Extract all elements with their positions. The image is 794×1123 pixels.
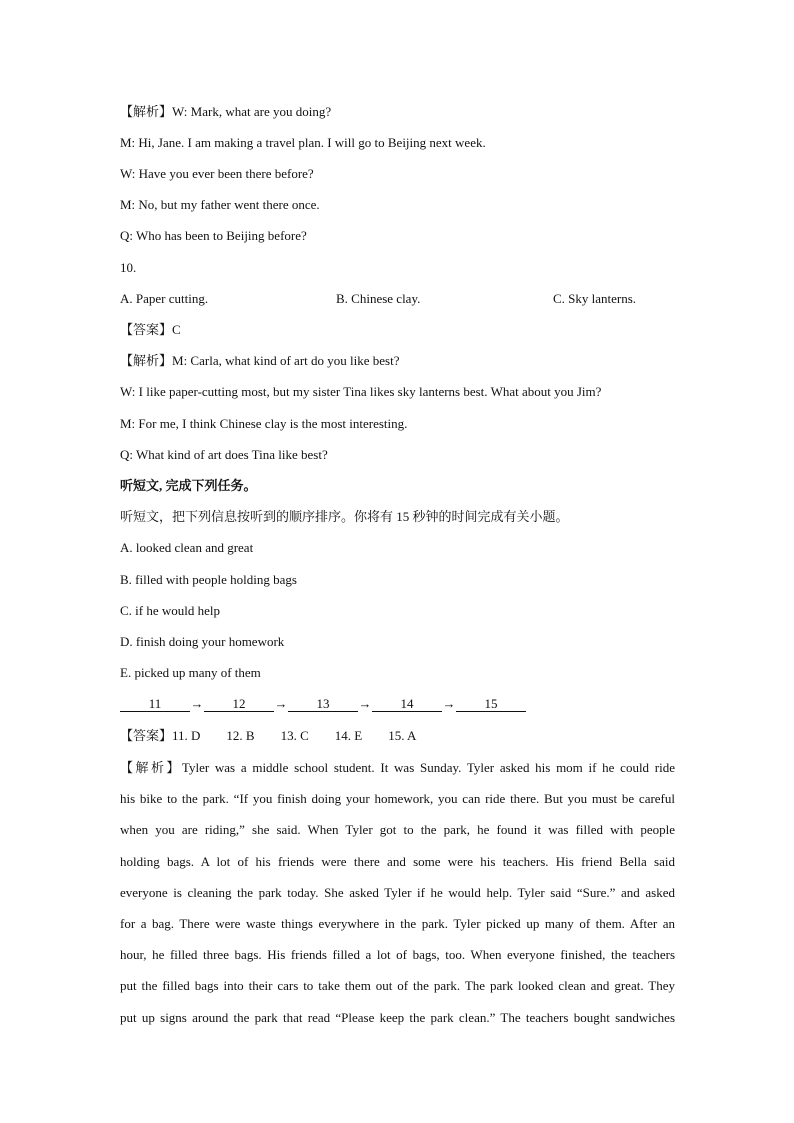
passage-line-1: 【解析】Tyler was a middle school student. It was Sunday. Tyler asked his mom if he could ride — [120, 760, 675, 775]
arrow-icon: → — [274, 696, 288, 711]
blank-11: 11 — [120, 697, 190, 712]
passage-line-3: when you are riding,” she said. When Tyler got to the park, he found it was filled with people — [120, 822, 675, 838]
passage-analysis — [120, 752, 675, 1033]
answer-label: 【答案】 — [120, 728, 173, 743]
blank-15: 15 — [456, 697, 526, 712]
section-instruction: 听短文，把下列信息按听到的顺序排序。你将有 15 秒钟的时间完成有关小题。 — [120, 509, 569, 524]
q10-analysis-line-3: M: For me, I think Chinese clay is the most interesting. — [120, 416, 408, 431]
q10-number: 10. — [120, 260, 137, 275]
q10-option-c: C. Sky lanterns. — [553, 291, 637, 306]
passage-line-7: hour, he filled three bags. His friends filled a lot of bags, too. When everyone finished, the teachers — [120, 947, 675, 963]
passage-line-8: put the filled bags into their cars to take them out of the park. The park looked clean and great. They — [120, 978, 675, 994]
arrow-icon: → — [442, 696, 456, 711]
q10-answer: 【答案】C — [120, 322, 181, 337]
q10-option-b: B. Chinese clay. — [336, 291, 421, 306]
q10-analysis-line-2: W: I like paper-cutting most, but my sister Tina likes sky lanterns best. What about you Jim? — [120, 384, 602, 399]
item-e: E. picked up many of them — [120, 665, 261, 680]
ordering-blanks — [120, 696, 526, 712]
passage-line-9: put up signs around the park that read “Please keep the park clean.” The teachers bought sandwiches — [120, 1009, 675, 1025]
passage-line-2: his bike to the park. “If you finish doing your homework, you can ride there. But you must be careful — [120, 791, 675, 807]
arrow-icon: → — [358, 696, 372, 711]
blank-13: 13 — [288, 697, 358, 712]
arrow-icon: → — [190, 696, 204, 711]
q10-analysis-line-1: 【解析】M: Carla, what kind of art do you like best? — [120, 353, 400, 368]
q10-question-line: Q: What kind of art does Tina like best? — [120, 447, 328, 462]
item-a: A. looked clean and great — [120, 540, 254, 555]
q9-question-line: Q: Who has been to Beijing before? — [120, 228, 307, 243]
q9-analysis-line-2: M: Hi, Jane. I am making a travel plan. I will go to Beijing next week. — [120, 135, 486, 150]
analysis-label: 【解析】 — [120, 104, 173, 119]
section-answers: 【答案】11. D 12. B 13. C 14. E 15. A — [120, 728, 417, 743]
q9-analysis-line-3: W: Have you ever been there before? — [120, 166, 314, 181]
q9-analysis-line-4: M: No, but my father went there once. — [120, 197, 320, 212]
blank-12: 12 — [204, 697, 274, 712]
q9-analysis-line-1: 【解析】W: Mark, what are you doing? — [120, 104, 332, 119]
item-b: B. filled with people holding bags — [120, 572, 297, 587]
blank-14: 14 — [372, 697, 442, 712]
passage-line-6: for a bag. There were waste things everywhere in the park. Tyler picked up many of them. After an — [120, 916, 675, 932]
item-d: D. finish doing your homework — [120, 634, 285, 649]
passage-line-5: everyone is cleaning the park today. She asked Tyler if he would help. Tyler said “Sure.” and asked — [120, 884, 675, 900]
passage-line-4: holding bags. A lot of his friends were there and some were his teachers. His friend Bella said — [120, 853, 675, 869]
section-heading: 听短文, 完成下列任务。 — [120, 478, 257, 493]
item-c: C. if he would help — [120, 603, 221, 618]
q10-option-a: A. Paper cutting. — [120, 291, 209, 306]
